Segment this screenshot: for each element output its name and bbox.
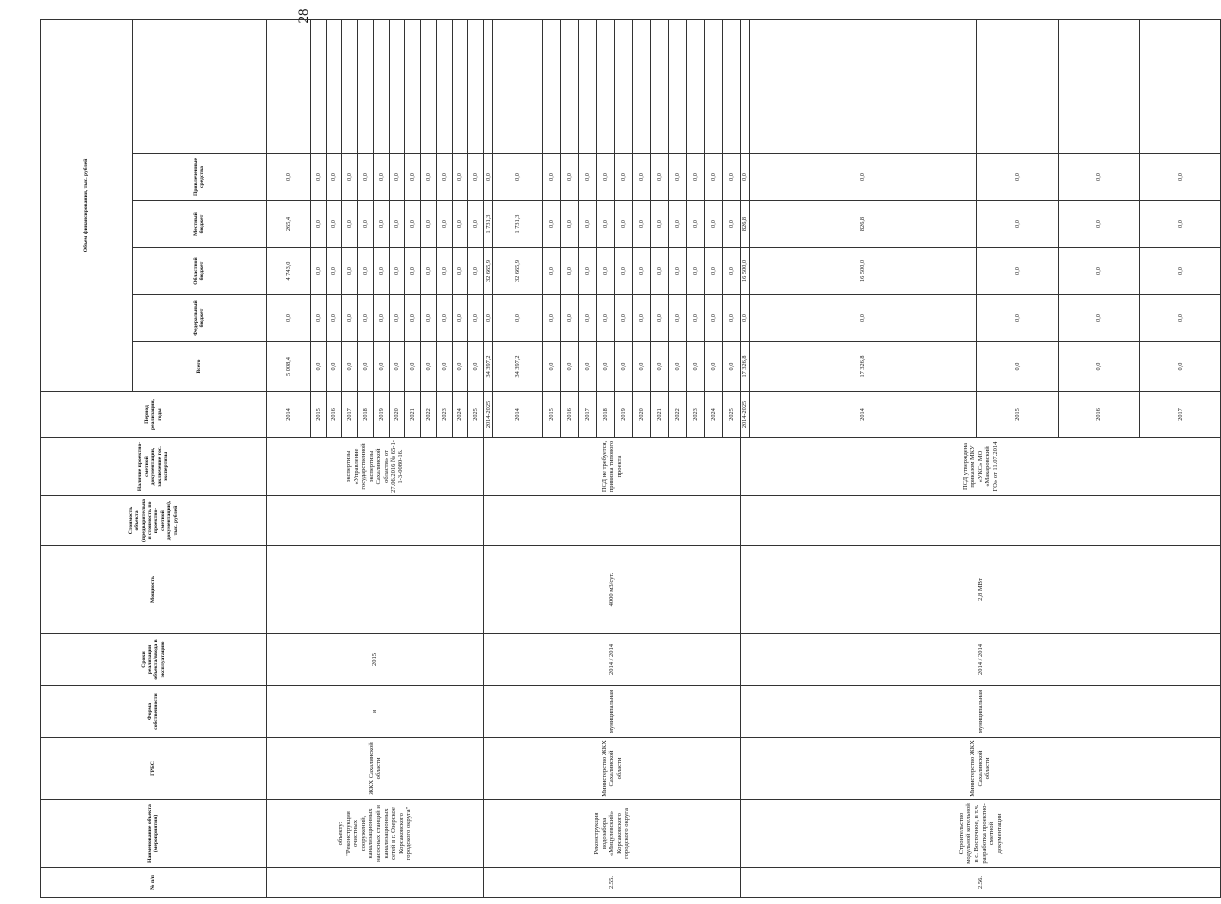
terms-cell: 2014 / 2014	[484, 634, 740, 686]
funding-federal-cell: 0,0	[669, 295, 687, 342]
funding-local-cell: 0,0	[722, 201, 740, 248]
header-funding-group: Объем финансирования, тыс. рублей	[41, 19, 133, 391]
funding-regional-cell: 0,0	[1058, 248, 1139, 295]
funding-regional-cell: 16 500,0	[740, 248, 749, 295]
header-psd: Наличие проектно-сметной документации, заключение гос. экспертизы	[41, 438, 267, 496]
funding-spare-cell	[326, 19, 342, 153]
header-num: № п/п	[41, 868, 267, 898]
funding-local-cell: 0,0	[704, 201, 722, 248]
funding-regional-cell: 0,0	[436, 248, 452, 295]
header-funding-spare	[132, 19, 266, 153]
table-row	[484, 19, 493, 897]
period-cell: 2016	[1058, 392, 1139, 438]
funding-spare-cell	[704, 19, 722, 153]
funding-regional-cell: 0,0	[452, 248, 468, 295]
funding-federal-cell: 0,0	[342, 295, 358, 342]
period-cell: 2025	[722, 392, 740, 438]
funding-total-cell: 0,0	[651, 342, 669, 392]
funding-other-cell: 0,0	[615, 154, 633, 201]
object-name: объекту: "Реконструкция очистных сооружений, канализационных насосных станций и канализационных сетей в г. Озерское Корсаковского городского округа"	[266, 800, 484, 868]
funding-spare-cell	[389, 19, 405, 153]
funding-federal-cell: 0,0	[421, 295, 437, 342]
funding-spare-cell	[597, 19, 615, 153]
page-number: 28	[296, 8, 312, 24]
object-name: Реконструкция водозабора «Мицулевский» Корсаковского городского округа	[484, 800, 740, 868]
funding-federal-cell: 0,0	[266, 295, 310, 342]
funding-spare-cell	[1058, 19, 1139, 153]
period-cell: 2016	[561, 392, 579, 438]
funding-spare-cell	[342, 19, 358, 153]
funding-total-cell: 0,0	[373, 342, 389, 392]
funding-federal-cell: 0,0	[615, 295, 633, 342]
funding-total-cell: 0,0	[326, 342, 342, 392]
funding-local-cell: 0,0	[651, 201, 669, 248]
funding-federal-cell: 0,0	[1139, 295, 1220, 342]
header-capacity: Мощность	[41, 546, 267, 634]
funding-regional-cell: 4 743,0	[266, 248, 310, 295]
period-cell: 2024	[452, 392, 468, 438]
funding-total-cell: 0,0	[633, 342, 651, 392]
funding-total-cell: 0,0	[436, 342, 452, 392]
capacity-cell: 4000 м3/сут.	[484, 546, 740, 634]
funding-spare-cell	[358, 19, 374, 153]
funding-regional-cell: 32 665,9	[493, 248, 543, 295]
funding-federal-cell: 0,0	[1058, 295, 1139, 342]
period-cell: 2022	[669, 392, 687, 438]
period-cell: 2021	[651, 392, 669, 438]
funding-regional-cell: 0,0	[543, 248, 561, 295]
period-cell: 2021	[405, 392, 421, 438]
period-cell: 2017	[342, 392, 358, 438]
funding-other-cell: 0,0	[977, 154, 1058, 201]
funding-federal-cell: 0,0	[493, 295, 543, 342]
psd-cell: ПСД утверждена приказом МКУ «УКС» МО «Макаровский ГО» от 11.07.2014	[740, 438, 1221, 496]
funding-regional-cell: 0,0	[633, 248, 651, 295]
funding-total-cell: 0,0	[704, 342, 722, 392]
funding-local-cell: 0,0	[373, 201, 389, 248]
header-cost: Стоимость объекта (предварительная стоимость по проектно-сметной документации), тыс. рублей	[41, 496, 267, 546]
funding-regional-cell: 0,0	[1139, 248, 1220, 295]
funding-federal-cell: 0,0	[633, 295, 651, 342]
funding-local-cell: 826,8	[749, 201, 976, 248]
funding-federal-cell: 0,0	[722, 295, 740, 342]
funding-spare-cell	[468, 19, 484, 153]
period-cell: 2014	[266, 392, 310, 438]
capacity-cell: 2,8 МВт	[740, 546, 1221, 634]
funding-total-cell: 0,0	[1139, 342, 1220, 392]
funding-spare-cell	[977, 19, 1058, 153]
funding-local-cell: 1 731,3	[493, 201, 543, 248]
funding-regional-cell: 0,0	[669, 248, 687, 295]
funding-regional-cell: 0,0	[722, 248, 740, 295]
funding-local-cell: 0,0	[1058, 201, 1139, 248]
funding-federal-cell: 0,0	[310, 295, 326, 342]
funding-local-cell: 0,0	[342, 201, 358, 248]
funding-local-cell: 0,0	[468, 201, 484, 248]
funding-spare-cell	[436, 19, 452, 153]
funding-regional-cell: 0,0	[651, 248, 669, 295]
funding-total-cell: 0,0	[342, 342, 358, 392]
funding-other-cell: 0,0	[358, 154, 374, 201]
funding-total-cell: 0,0	[579, 342, 597, 392]
header-local: Местный бюджет	[132, 201, 266, 248]
funding-regional-cell: 0,0	[597, 248, 615, 295]
funding-federal-cell: 0,0	[686, 295, 704, 342]
funding-local-cell: 0,0	[561, 201, 579, 248]
funding-total-cell: 0,0	[615, 342, 633, 392]
funding-other-cell: 0,0	[749, 154, 976, 201]
funding-spare-cell	[579, 19, 597, 153]
funding-regional-cell: 0,0	[579, 248, 597, 295]
funding-federal-cell: 0,0	[389, 295, 405, 342]
header-grbs: ГРБС	[41, 738, 267, 800]
funding-regional-cell: 32 665,9	[484, 248, 493, 295]
funding-federal-cell: 0,0	[358, 295, 374, 342]
terms-cell: 2014 / 2014	[740, 634, 1221, 686]
funding-other-cell: 0,0	[326, 154, 342, 201]
funding-spare-cell	[651, 19, 669, 153]
funding-federal-cell: 0,0	[651, 295, 669, 342]
ownership-cell: я	[266, 686, 484, 738]
object-name: Строительство модульной котельной в с. Восточное, в т.ч. разработка проектно-сметной документации	[740, 800, 1221, 868]
funding-total-cell: 0,0	[405, 342, 421, 392]
funding-local-cell: 0,0	[326, 201, 342, 248]
funding-regional-cell: 0,0	[326, 248, 342, 295]
funding-regional-cell: 0,0	[373, 248, 389, 295]
funding-other-cell: 0,0	[686, 154, 704, 201]
period-cell: 2015	[977, 392, 1058, 438]
funding-regional-cell: 0,0	[704, 248, 722, 295]
cost-cell	[484, 496, 740, 546]
funding-spare-cell	[1139, 19, 1220, 153]
funding-regional-cell: 0,0	[977, 248, 1058, 295]
funding-total-cell: 0,0	[669, 342, 687, 392]
funding-total-cell: 0,0	[543, 342, 561, 392]
funding-total-cell: 0,0	[977, 342, 1058, 392]
funding-other-cell: 0,0	[493, 154, 543, 201]
funding-other-cell: 0,0	[405, 154, 421, 201]
funding-spare-cell	[633, 19, 651, 153]
funding-federal-cell: 0,0	[405, 295, 421, 342]
funding-total-cell: 0,0	[468, 342, 484, 392]
funding-total-cell: 0,0	[686, 342, 704, 392]
period-cell: 2024	[704, 392, 722, 438]
funding-federal-cell: 0,0	[373, 295, 389, 342]
period-cell: 2018	[597, 392, 615, 438]
funding-other-cell: 0,0	[704, 154, 722, 201]
funding-other-cell: 0,0	[651, 154, 669, 201]
funding-total-cell: 0,0	[310, 342, 326, 392]
funding-federal-cell: 0,0	[977, 295, 1058, 342]
header-other: Привлеченные средства	[132, 154, 266, 201]
funding-federal-cell: 0,0	[543, 295, 561, 342]
grbs-cell: Министерство ЖКХ Сахалинской области	[484, 738, 740, 800]
funding-federal-cell: 0,0	[740, 295, 749, 342]
funding-spare-cell	[749, 19, 976, 153]
funding-spare-cell	[686, 19, 704, 153]
header-regional: Областной бюджет	[132, 248, 266, 295]
funding-total-cell: 5 008,4	[266, 342, 310, 392]
header-period: Период реализации, годы	[41, 392, 267, 438]
period-cell: 2017	[579, 392, 597, 438]
funding-regional-cell: 0,0	[310, 248, 326, 295]
funding-local-cell: 0,0	[405, 201, 421, 248]
funding-other-cell: 0,0	[1139, 154, 1220, 201]
funding-regional-cell: 0,0	[405, 248, 421, 295]
funding-total-cell: 0,0	[389, 342, 405, 392]
funding-federal-cell: 0,0	[749, 295, 976, 342]
period-cell: 2014-2025	[484, 392, 493, 438]
funding-total-cell: 34 397,2	[493, 342, 543, 392]
period-cell: 2015	[310, 392, 326, 438]
period-cell: 2015	[543, 392, 561, 438]
grbs-cell: Министерство ЖКХ Сахалинской области	[740, 738, 1221, 800]
funding-spare-cell	[740, 19, 749, 153]
period-cell: 2023	[686, 392, 704, 438]
funding-spare-cell	[452, 19, 468, 153]
period-cell: 2020	[633, 392, 651, 438]
funding-total-cell: 0,0	[1058, 342, 1139, 392]
funding-other-cell: 0,0	[543, 154, 561, 201]
funding-other-cell: 0,0	[468, 154, 484, 201]
funding-regional-cell: 0,0	[342, 248, 358, 295]
funding-total-cell: 0,0	[561, 342, 579, 392]
funding-total-cell: 0,0	[722, 342, 740, 392]
funding-local-cell: 0,0	[543, 201, 561, 248]
funding-other-cell: 0,0	[342, 154, 358, 201]
table-row	[740, 19, 749, 897]
funding-other-cell: 0,0	[266, 154, 310, 201]
funding-spare-cell	[310, 19, 326, 153]
row-number: 2.56.	[740, 868, 1221, 898]
funding-other-cell: 0,0	[389, 154, 405, 201]
funding-other-cell: 0,0	[722, 154, 740, 201]
funding-other-cell: 0,0	[436, 154, 452, 201]
funding-total-cell: 0,0	[597, 342, 615, 392]
header-ownership: Форма собственности	[41, 686, 267, 738]
header-terms: Сроки реализации объекта/ввода в эксплуатацию	[41, 634, 267, 686]
funding-spare-cell	[421, 19, 437, 153]
funding-local-cell: 0,0	[421, 201, 437, 248]
funding-spare-cell	[493, 19, 543, 153]
funding-local-cell: 0,0	[686, 201, 704, 248]
funding-local-cell: 0,0	[436, 201, 452, 248]
funding-total-cell: 34 397,2	[484, 342, 493, 392]
period-cell: 2020	[389, 392, 405, 438]
table-row	[266, 19, 310, 897]
row-number: 2.55.	[484, 868, 740, 898]
period-cell: 2014	[493, 392, 543, 438]
funding-local-cell: 0,0	[1139, 201, 1220, 248]
funding-regional-cell: 16 500,0	[749, 248, 976, 295]
funding-spare-cell	[266, 19, 310, 153]
period-cell: 2025	[468, 392, 484, 438]
program-table	[40, 19, 1221, 898]
funding-spare-cell	[615, 19, 633, 153]
cost-cell	[740, 496, 1221, 546]
psd-cell: ПСД не требуется, привязка типового проекта	[484, 438, 740, 496]
funding-federal-cell: 0,0	[704, 295, 722, 342]
period-cell: 2023	[436, 392, 452, 438]
funding-local-cell: 0,0	[669, 201, 687, 248]
funding-local-cell: 0,0	[633, 201, 651, 248]
funding-total-cell: 17 326,8	[749, 342, 976, 392]
ownership-cell: муниципальная	[484, 686, 740, 738]
funding-spare-cell	[484, 19, 493, 153]
period-cell: 2019	[615, 392, 633, 438]
funding-other-cell: 0,0	[579, 154, 597, 201]
funding-total-cell: 0,0	[452, 342, 468, 392]
ownership-cell: муниципальная	[740, 686, 1221, 738]
period-cell: 2016	[326, 392, 342, 438]
funding-federal-cell: 0,0	[597, 295, 615, 342]
funding-spare-cell	[722, 19, 740, 153]
funding-spare-cell	[561, 19, 579, 153]
funding-local-cell: 0,0	[389, 201, 405, 248]
funding-regional-cell: 0,0	[686, 248, 704, 295]
funding-local-cell: 0,0	[579, 201, 597, 248]
funding-federal-cell: 0,0	[452, 295, 468, 342]
funding-regional-cell: 0,0	[468, 248, 484, 295]
funding-other-cell: 0,0	[484, 154, 493, 201]
header-federal: Федеральный бюджет	[132, 295, 266, 342]
funding-spare-cell	[543, 19, 561, 153]
psd-cell: экспертизы «Управление государственной экспертизы Сахалинской области» от 27.06.2016 № 65-1-1-3-0080-16.	[266, 438, 484, 496]
period-cell: 2022	[421, 392, 437, 438]
funding-regional-cell: 0,0	[389, 248, 405, 295]
period-cell: 2018	[358, 392, 374, 438]
funding-other-cell: 0,0	[310, 154, 326, 201]
funding-regional-cell: 0,0	[358, 248, 374, 295]
terms-cell: 2015	[266, 634, 484, 686]
funding-local-cell: 0,0	[977, 201, 1058, 248]
funding-federal-cell: 0,0	[326, 295, 342, 342]
grbs-cell: ЖКХ Сахалинской области	[266, 738, 484, 800]
funding-spare-cell	[373, 19, 389, 153]
funding-federal-cell: 0,0	[468, 295, 484, 342]
funding-federal-cell: 0,0	[484, 295, 493, 342]
funding-other-cell: 0,0	[597, 154, 615, 201]
funding-other-cell: 0,0	[669, 154, 687, 201]
funding-federal-cell: 0,0	[561, 295, 579, 342]
cost-cell	[266, 496, 484, 546]
funding-spare-cell	[669, 19, 687, 153]
funding-local-cell: 0,0	[358, 201, 374, 248]
funding-local-cell: 0,0	[615, 201, 633, 248]
funding-spare-cell	[405, 19, 421, 153]
funding-total-cell: 0,0	[358, 342, 374, 392]
funding-local-cell: 0,0	[597, 201, 615, 248]
funding-total-cell: 17 326,8	[740, 342, 749, 392]
funding-other-cell: 0,0	[1058, 154, 1139, 201]
rotated-table-wrapper	[40, 20, 1184, 898]
funding-local-cell: 826,8	[740, 201, 749, 248]
funding-regional-cell: 0,0	[615, 248, 633, 295]
funding-other-cell: 0,0	[373, 154, 389, 201]
funding-local-cell: 265,4	[266, 201, 310, 248]
funding-regional-cell: 0,0	[421, 248, 437, 295]
funding-other-cell: 0,0	[633, 154, 651, 201]
period-cell: 2014	[749, 392, 976, 438]
funding-federal-cell: 0,0	[436, 295, 452, 342]
funding-local-cell: 1 731,3	[484, 201, 493, 248]
funding-federal-cell: 0,0	[579, 295, 597, 342]
funding-other-cell: 0,0	[421, 154, 437, 201]
funding-local-cell: 0,0	[452, 201, 468, 248]
capacity-cell	[266, 546, 484, 634]
period-cell: 2014-2025	[740, 392, 749, 438]
funding-regional-cell: 0,0	[561, 248, 579, 295]
funding-other-cell: 0,0	[740, 154, 749, 201]
funding-other-cell: 0,0	[561, 154, 579, 201]
funding-local-cell: 0,0	[310, 201, 326, 248]
period-cell: 2019	[373, 392, 389, 438]
period-cell: 2017	[1139, 392, 1220, 438]
funding-total-cell: 0,0	[421, 342, 437, 392]
header-total: Всего	[132, 342, 266, 392]
row-number	[266, 868, 484, 898]
funding-other-cell: 0,0	[452, 154, 468, 201]
table-body	[266, 19, 1221, 897]
header-name: Наименование объекта (мероприятия)	[41, 800, 267, 868]
